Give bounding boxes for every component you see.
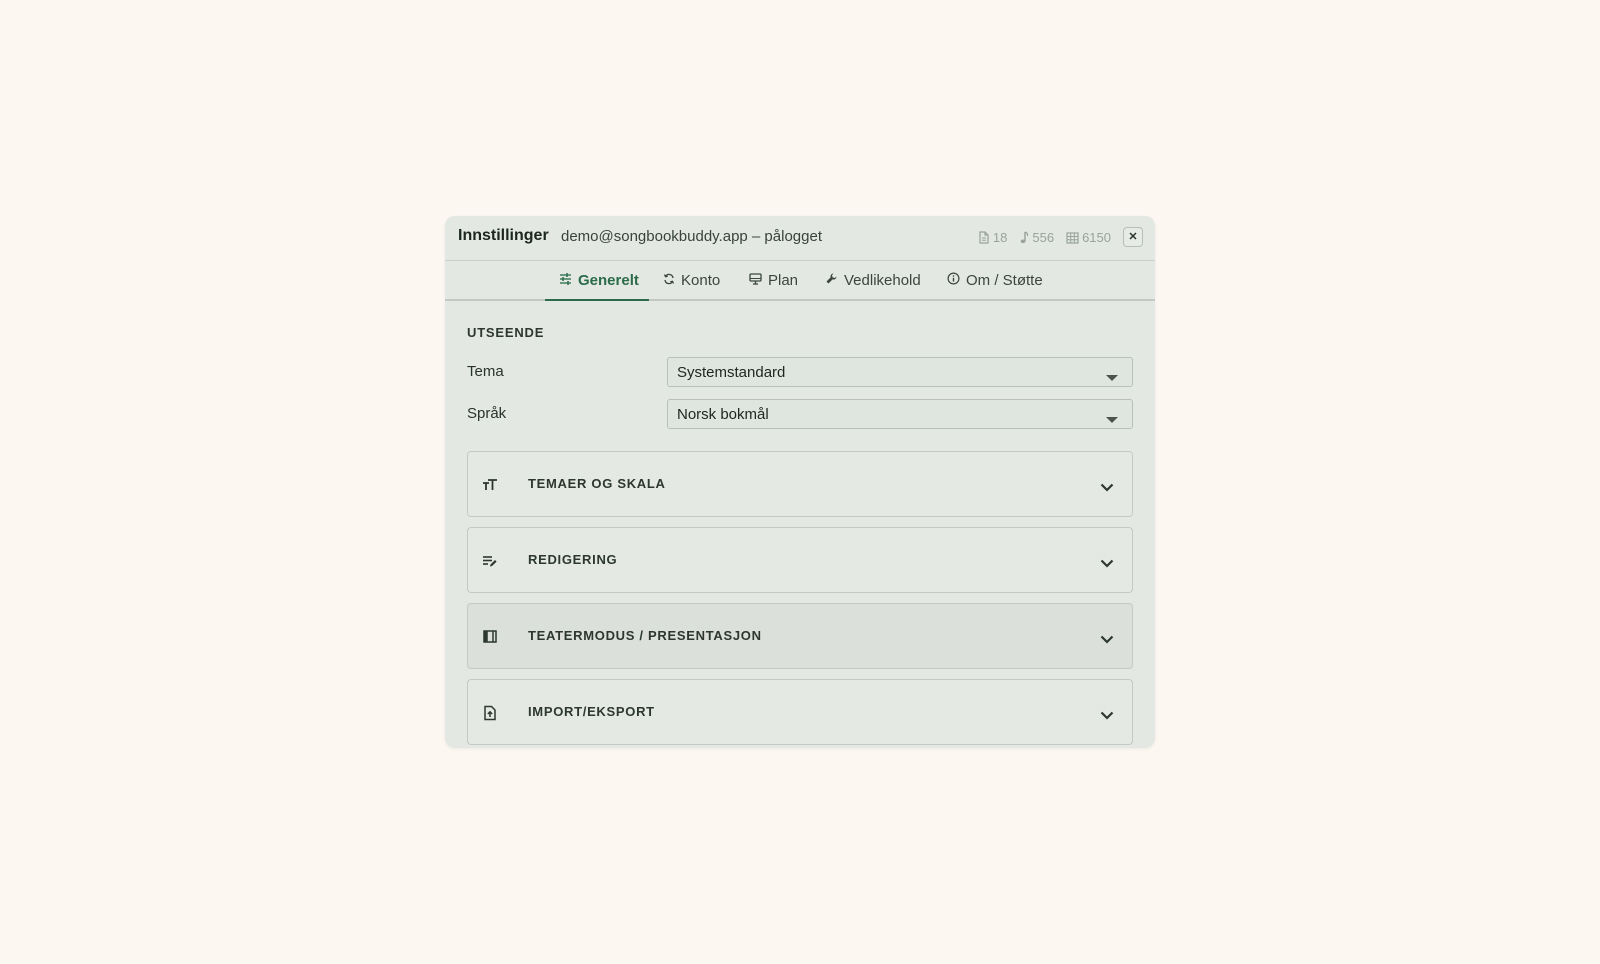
section-title-appearance: UTSEENDE xyxy=(467,325,545,340)
info-icon xyxy=(947,272,960,289)
tab-om-stotte[interactable] xyxy=(947,261,1043,299)
language-select-value: Norsk bokmål xyxy=(677,406,769,423)
stat-songs-value: 556 xyxy=(1032,230,1055,245)
wrench-icon xyxy=(825,272,838,289)
theater-icon xyxy=(482,629,498,645)
caret-down-icon xyxy=(1106,369,1118,387)
sync-icon xyxy=(663,272,675,289)
settings-dialog xyxy=(445,216,1155,748)
stat-entries-value: 6150 xyxy=(1082,230,1111,245)
panel-themes-scale[interactable] xyxy=(467,451,1133,517)
caret-down-icon xyxy=(1106,411,1118,429)
language-label: Språk xyxy=(467,405,507,422)
tab-plan[interactable] xyxy=(749,261,798,299)
stat-songs xyxy=(1019,230,1054,245)
account-status: demo@songbookbuddy.app – pålogget xyxy=(561,228,822,245)
panel-title: IMPORT/EKSPORT xyxy=(528,704,655,719)
language-select[interactable] xyxy=(667,399,1133,429)
tab-vedlikehold[interactable] xyxy=(825,261,921,299)
panel-title: REDIGERING xyxy=(528,552,618,567)
monitor-icon xyxy=(749,272,762,289)
panel-editing[interactable] xyxy=(467,527,1133,593)
chevron-down-icon xyxy=(1100,707,1114,725)
chevron-down-icon xyxy=(1100,631,1114,649)
chevron-down-icon xyxy=(1100,555,1114,573)
settings-tabs xyxy=(445,261,1155,301)
panel-title: TEATERMODUS / PRESENTASJON xyxy=(528,628,762,643)
chevron-down-icon xyxy=(1100,479,1114,497)
panel-import-export[interactable] xyxy=(467,679,1133,745)
stats-bar xyxy=(978,230,1111,245)
dialog-title: Innstillinger xyxy=(458,227,549,244)
close-icon xyxy=(1128,228,1138,246)
close-button[interactable] xyxy=(1123,227,1143,247)
tab-generelt[interactable] xyxy=(545,261,649,301)
theme-select[interactable] xyxy=(667,357,1133,387)
stat-documents xyxy=(978,230,1007,245)
file-upload-icon xyxy=(482,705,498,721)
music-note-icon xyxy=(1019,231,1029,244)
tab-plan-label: Plan xyxy=(768,271,799,289)
theme-label: Tema xyxy=(467,363,504,380)
tab-vedlikehold-label: Vedlikehold xyxy=(844,271,921,289)
document-icon xyxy=(978,231,990,244)
sliders-icon xyxy=(559,272,572,289)
tab-konto-label: Konto xyxy=(681,271,721,289)
panel-theater-mode[interactable] xyxy=(467,603,1133,669)
stat-entries xyxy=(1066,230,1111,245)
edit-note-icon xyxy=(482,553,498,569)
stat-documents-value: 18 xyxy=(992,230,1008,245)
tab-om-stotte-label: Om / Støtte xyxy=(966,271,1043,289)
tab-generelt-label: Generelt xyxy=(578,271,639,289)
theme-select-value: Systemstandard xyxy=(677,364,786,381)
dialog-header xyxy=(445,216,1155,261)
table-icon xyxy=(1066,232,1079,244)
tab-konto[interactable] xyxy=(663,261,720,299)
panel-title: TEMAER OG SKALA xyxy=(528,476,666,491)
text-size-icon xyxy=(482,477,498,493)
